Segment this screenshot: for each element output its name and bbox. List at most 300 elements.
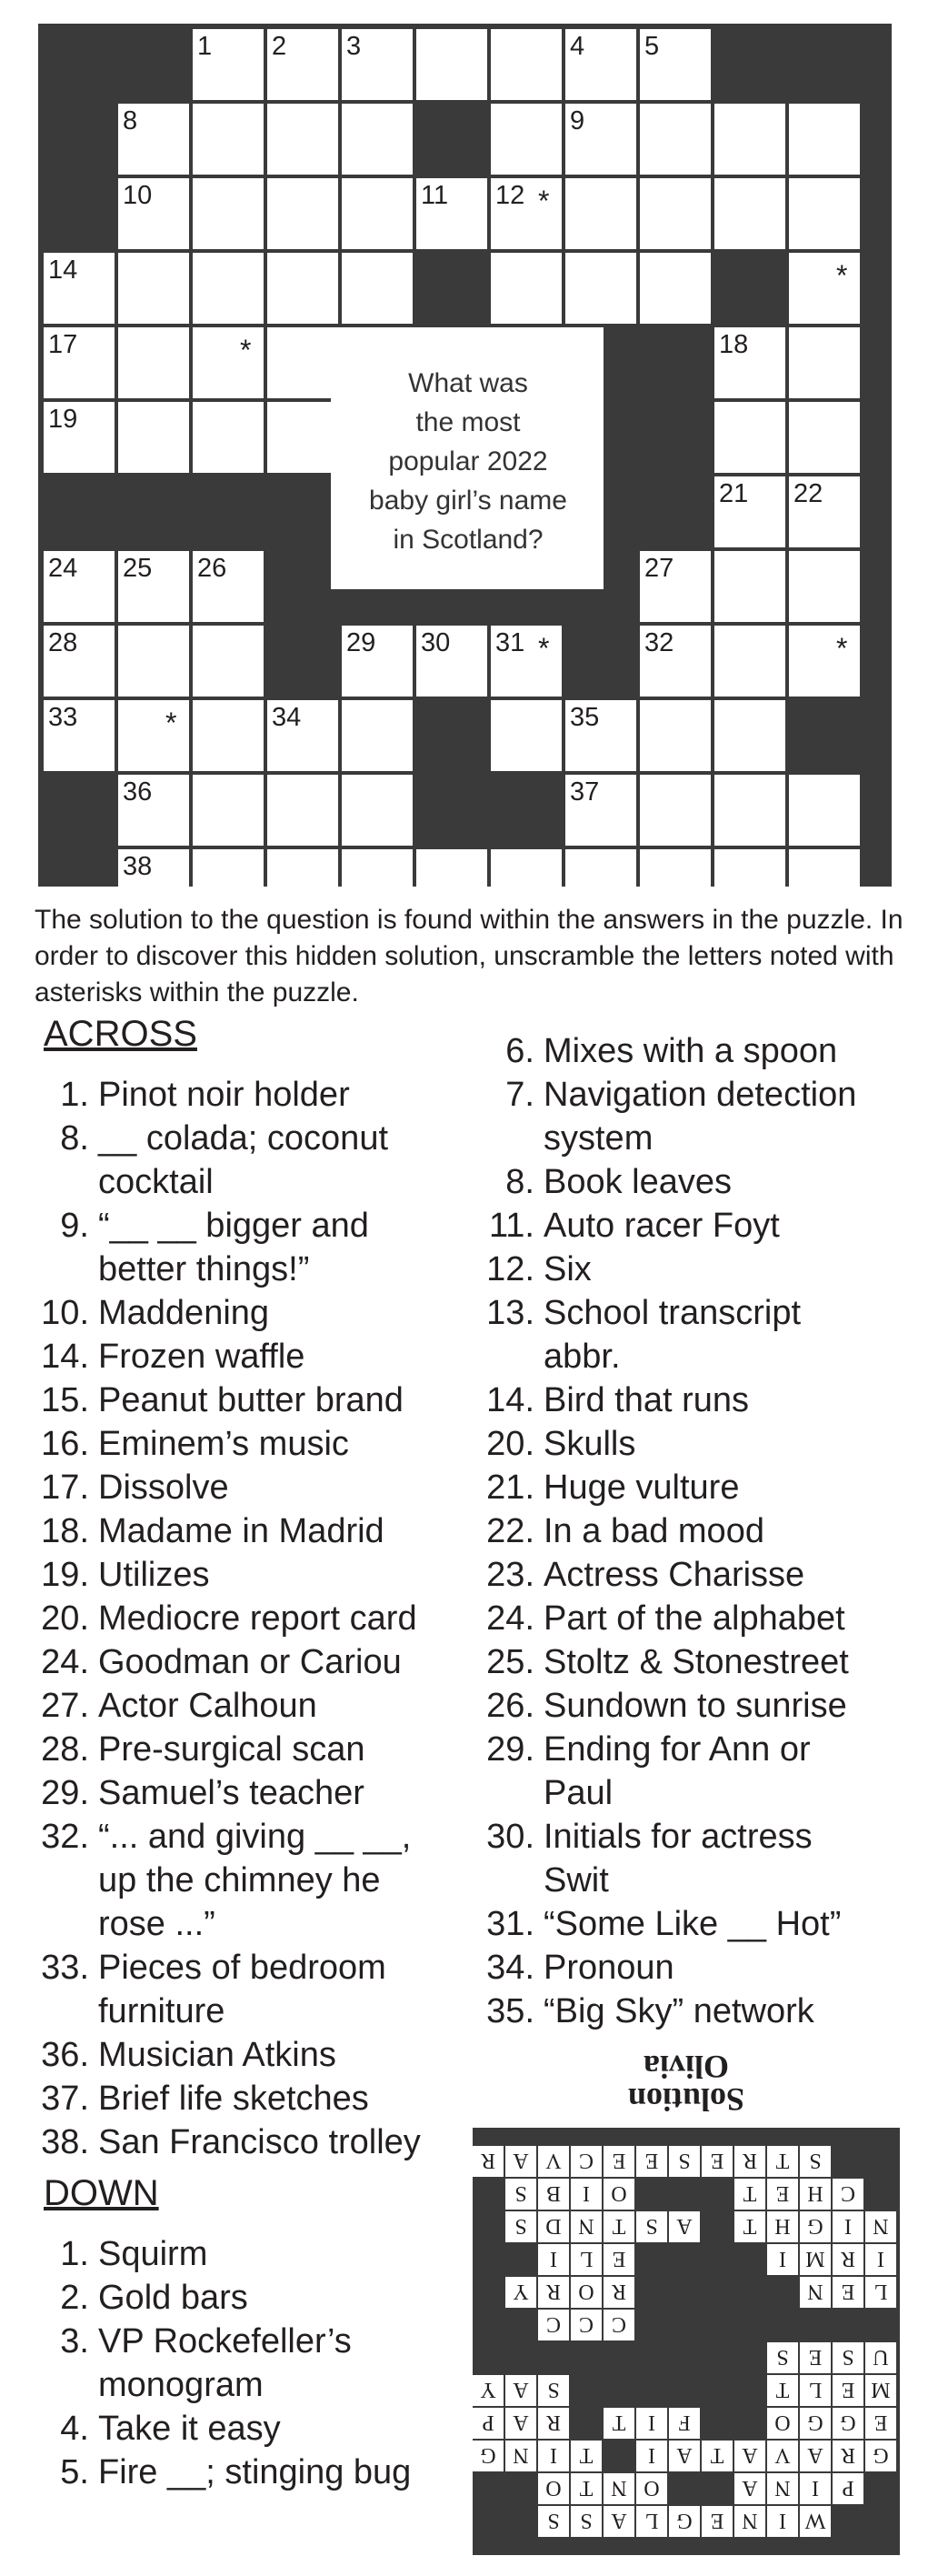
clue-number: 15.	[41, 1381, 89, 1419]
clue-text: Brief life sketches	[98, 2080, 369, 2118]
solution-letter: U	[873, 2345, 889, 2369]
crossword-cell	[118, 700, 189, 771]
crossword-cell	[193, 402, 264, 473]
crossword-cell	[416, 29, 487, 100]
solution-letter: M	[871, 2378, 891, 2401]
clue-item	[480, 1073, 907, 1117]
crossword-cell	[565, 253, 636, 324]
clue-item	[35, 1815, 462, 1859]
asterisk-marker: *	[538, 632, 550, 665]
solution-title: Solution Olivia	[627, 2049, 745, 2118]
crossword-cell	[491, 253, 562, 324]
clue-text: abbr.	[544, 1338, 621, 1376]
cell-number: 28	[48, 628, 78, 657]
clue-item	[480, 1815, 907, 1859]
solution-letter: R	[840, 2247, 856, 2270]
crossword-cell	[267, 402, 338, 473]
clue-number: 24.	[486, 1599, 534, 1638]
crossword-cell	[342, 700, 413, 771]
down-clues-right	[480, 1029, 907, 2033]
solution-letter: S	[547, 2509, 560, 2532]
solution-letter: I	[877, 2247, 884, 2270]
clue-number: 13.	[486, 1294, 534, 1332]
cell-number: 29	[346, 628, 376, 657]
crossword-cell	[118, 402, 189, 473]
crossword-cell	[193, 775, 264, 846]
solution-letter: O	[644, 2476, 660, 2500]
solution-letter: E	[710, 2149, 724, 2172]
clue-item	[35, 2363, 462, 2407]
clue-number: 28.	[41, 1730, 89, 1769]
solution-letter: G	[807, 2411, 823, 2434]
clue-item	[35, 1466, 462, 1509]
clue-text: Maddening	[98, 1294, 270, 1332]
clue-text: Frozen waffle	[98, 1338, 305, 1376]
clue-item	[480, 1117, 907, 1160]
solution-letter: L	[808, 2378, 823, 2401]
clue-item	[35, 1990, 462, 2033]
crossword-cell	[640, 178, 711, 249]
clue-text: Squirm	[98, 2235, 208, 2273]
crossword-cell	[640, 104, 711, 175]
clue-text: Madame in Madrid	[98, 1512, 384, 1550]
solution-letter: Y	[480, 2378, 496, 2401]
clue-number: 24.	[41, 1643, 89, 1681]
solution-letter: S	[842, 2345, 854, 2369]
crossword-cell	[565, 849, 636, 887]
solution-letter: I	[844, 2214, 852, 2238]
clue-number: 14.	[486, 1381, 534, 1419]
crossword-cell	[118, 626, 189, 697]
solution-letter: E	[873, 2411, 888, 2434]
cell-number: 21	[719, 479, 749, 508]
clue-number: 16.	[41, 1425, 89, 1463]
crossword-cell	[640, 253, 711, 324]
crossword-cell	[714, 402, 785, 473]
clue-number: 2.	[60, 2279, 89, 2317]
solution-letter: I	[812, 2476, 819, 2500]
crossword-cell	[193, 104, 264, 175]
clue-number: 29.	[486, 1730, 534, 1769]
cell-number: 14	[48, 256, 78, 285]
cell-number: 33	[48, 703, 78, 732]
clue-number: 21.	[486, 1468, 534, 1507]
crossword-cell	[714, 104, 785, 175]
clue-number: 33.	[41, 1949, 89, 1987]
crossword-cell	[789, 626, 860, 697]
crossword-cell	[714, 626, 785, 697]
clue-item	[480, 1509, 907, 1553]
clue-text: Eminem’s music	[98, 1425, 349, 1463]
solution-letter: S	[776, 2345, 789, 2369]
solution-letter: G	[840, 2411, 856, 2434]
solution-letter: R	[480, 2149, 496, 2172]
crossword-cell	[789, 178, 860, 249]
solution-letter: R	[840, 2443, 856, 2467]
cell-number: 24	[48, 554, 78, 583]
solution-letter: P	[842, 2476, 854, 2500]
solution-letter: C	[578, 2312, 594, 2336]
clue-number: 25.	[486, 1643, 534, 1681]
clue-text: Six	[544, 1250, 592, 1288]
clue-text: Navigation detection	[544, 1076, 857, 1114]
clue-item	[480, 1553, 907, 1597]
clue-text: Samuel’s teacher	[98, 1774, 364, 1812]
cell-number: 9	[570, 106, 585, 135]
solution-letter: G	[873, 2443, 889, 2467]
clue-text: better things!”	[98, 1250, 310, 1288]
cell-number: 11	[421, 181, 449, 210]
solution-letter: C	[578, 2149, 594, 2172]
asterisk-marker: *	[836, 632, 848, 665]
solution-letter: C	[611, 2312, 627, 2336]
crossword-cell	[789, 253, 860, 324]
clue-item	[480, 1640, 907, 1684]
solution-letter: T	[579, 2476, 594, 2500]
clue-text: Part of the alphabet	[544, 1599, 845, 1638]
clue-item	[35, 1509, 462, 1553]
solution-letter: N	[513, 2443, 529, 2467]
solution-letter: I	[583, 2181, 590, 2205]
crossword-cell	[565, 178, 636, 249]
crossword-cell	[789, 551, 860, 622]
clue-number: 32.	[41, 1818, 89, 1856]
asterisk-marker: *	[165, 707, 177, 739]
clue-item	[35, 2232, 462, 2276]
solution-letter: E	[644, 2149, 659, 2172]
solution-letter: T	[775, 2149, 790, 2172]
crossword-cell	[714, 849, 785, 887]
cell-number: 34	[272, 703, 302, 732]
clue-number: 6.	[505, 1032, 534, 1070]
clue-text: Ending for Ann or	[544, 1730, 811, 1769]
solution-letter: E	[808, 2345, 823, 2369]
solution-letter: T	[743, 2181, 757, 2205]
solution-letter: I	[648, 2443, 655, 2467]
clue-item	[35, 1291, 462, 1335]
clue-text: VP Rockefeller’s	[98, 2322, 352, 2360]
solution-letter: A	[676, 2214, 693, 2238]
solution-letter: O	[611, 2181, 627, 2205]
crossword-cell	[267, 253, 338, 324]
cell-number: 12	[495, 181, 525, 210]
solution-letter: E	[612, 2247, 626, 2270]
clue-number: 22.	[486, 1512, 534, 1550]
cell-number: 35	[570, 703, 600, 732]
solution-letter: S	[514, 2214, 527, 2238]
crossword-cell	[640, 849, 711, 887]
clue-item	[480, 1597, 907, 1640]
clue-number: 27.	[41, 1687, 89, 1725]
solution-letter: A	[807, 2443, 823, 2467]
solution-letter: T	[579, 2443, 594, 2467]
clue-text: San Francisco trolley	[98, 2123, 421, 2161]
solution-letter: N	[742, 2509, 758, 2532]
clue-item	[35, 1117, 462, 1160]
crossword-cell	[118, 327, 189, 398]
clue-item	[35, 1728, 462, 1771]
crossword-cell	[491, 849, 562, 887]
clue-text: Sundown to sunrise	[544, 1687, 847, 1725]
clue-item	[35, 1597, 462, 1640]
clue-text: In a bad mood	[544, 1512, 764, 1550]
cell-number: 8	[123, 106, 138, 135]
solution-letter: G	[480, 2443, 496, 2467]
crossword-cell	[491, 104, 562, 175]
clue-text: Peanut butter brand	[98, 1381, 404, 1419]
clue-number: 12.	[486, 1250, 534, 1288]
clue-item	[35, 1946, 462, 1990]
solution-letter: I	[779, 2509, 786, 2532]
down-heading: DOWN	[44, 2173, 159, 2213]
clue-item	[35, 1378, 462, 1422]
crossword-cell	[267, 327, 338, 398]
clue-number: 10.	[41, 1294, 89, 1332]
clue-text: “... and giving __ __,	[98, 1818, 412, 1856]
solution-letter: N	[774, 2476, 791, 2500]
clue-number: 36.	[41, 2036, 89, 2074]
crossword-cell	[789, 775, 860, 846]
clue-text: Pieces of bedroom	[98, 1949, 386, 1987]
clue-text: Actress Charisse	[544, 1556, 805, 1594]
cell-number: 10	[123, 181, 153, 210]
clue-text: Mediocre report card	[98, 1599, 417, 1638]
solution-letter: A	[676, 2443, 693, 2467]
clue-item	[480, 1335, 907, 1378]
clue-item	[35, 1422, 462, 1466]
cell-number: 1	[197, 32, 213, 61]
clue-number: 35.	[486, 1992, 534, 2030]
solution-letter: A	[513, 2149, 529, 2172]
solution-letter: H	[774, 2214, 791, 2238]
crossword-cell	[118, 253, 189, 324]
solution-letter: C	[545, 2312, 562, 2336]
crossword-cell	[193, 253, 264, 324]
solution-letter: W	[804, 2509, 826, 2532]
solution-letter: A	[611, 2509, 627, 2532]
clue-number: 26.	[486, 1687, 534, 1725]
solution-letter: R	[611, 2280, 627, 2303]
clue-text: Auto racer Foyt	[544, 1207, 780, 1245]
solution-letter: L	[644, 2509, 659, 2532]
crossword-cell	[342, 775, 413, 846]
crossword-cell	[789, 104, 860, 175]
cell-number: 37	[570, 777, 600, 807]
solution-letter: N	[611, 2476, 627, 2500]
clue-text: Book leaves	[544, 1163, 733, 1201]
crossword-cell	[416, 849, 487, 887]
instructions-text: The solution to the question is found within the answers in the puzzle. In order to discover this hidden solution, unscramble the letters noted with asterisks within the puzzle.	[35, 905, 903, 1007]
solution-letter: G	[676, 2509, 693, 2532]
cell-number: 18	[719, 330, 749, 359]
clue-item	[480, 1248, 907, 1291]
solution-letter: P	[482, 2411, 494, 2434]
crossword-cell	[193, 849, 264, 887]
crossword-cell	[267, 849, 338, 887]
crossword-cell	[267, 178, 338, 249]
clue-number: 30.	[486, 1818, 534, 1856]
solution-letter: A	[513, 2411, 529, 2434]
solution-letter: T	[612, 2214, 626, 2238]
clue-text: “__ __ bigger and	[98, 1207, 369, 1245]
clue-item	[35, 1859, 462, 1902]
solution-letter: S	[645, 2214, 658, 2238]
clue-item	[35, 1553, 462, 1597]
solution-letter: S	[678, 2149, 691, 2172]
asterisk-marker: *	[240, 334, 252, 366]
cell-number: 17	[48, 330, 78, 359]
crossword-cell	[714, 775, 785, 846]
solution-letter: V	[545, 2149, 562, 2172]
solution-grid	[473, 2128, 900, 2555]
clue-text: cocktail	[98, 1163, 214, 1201]
solution-letter: F	[678, 2411, 691, 2434]
solution-letter: N	[807, 2280, 823, 2303]
solution-letter: R	[545, 2411, 562, 2434]
clue-number: 8.	[505, 1163, 534, 1201]
solution-letter: R	[545, 2280, 562, 2303]
clue-text: Swit	[544, 1861, 609, 1899]
solution-letter: O	[545, 2476, 562, 2500]
clue-text: School transcript	[544, 1294, 802, 1332]
clue-number: 38.	[41, 2123, 89, 2161]
clue-text: Musician Atkins	[98, 2036, 336, 2074]
clue-text: monogram	[98, 2366, 264, 2404]
solution-letter: D	[545, 2214, 562, 2238]
clue-text: Take it easy	[98, 2410, 281, 2448]
clue-number: 5.	[60, 2453, 89, 2491]
clue-number: 1.	[60, 2235, 89, 2273]
across-heading: ACROSS	[44, 1014, 197, 1054]
clue-item	[480, 1466, 907, 1509]
clue-item	[35, 2077, 462, 2120]
clue-text: Bird that runs	[544, 1381, 749, 1419]
solution-letter: T	[612, 2411, 626, 2434]
clue-item	[480, 1771, 907, 1815]
clue-number: 29.	[41, 1774, 89, 1812]
clue-item	[35, 1204, 462, 1248]
clue-item	[480, 1946, 907, 1990]
cell-number: 25	[123, 554, 153, 583]
solution-letter: O	[774, 2411, 791, 2434]
solution-letter: Y	[513, 2280, 529, 2303]
clue-number: 23.	[486, 1556, 534, 1594]
clue-item	[480, 1029, 907, 1073]
cell-number: 5	[644, 32, 660, 61]
clue-text: Goodman or Cariou	[98, 1643, 402, 1681]
clue-text: Stoltz & Stonestreet	[544, 1643, 849, 1681]
clue-text: Pinot noir holder	[98, 1076, 350, 1114]
clue-item	[480, 1728, 907, 1771]
clue-item	[35, 2120, 462, 2164]
cell-number: 2	[272, 32, 287, 61]
crossword-cell	[342, 849, 413, 887]
solution-letter: E	[841, 2280, 855, 2303]
crossword-cell	[342, 253, 413, 324]
clue-item	[35, 1248, 462, 1291]
solution-letter: E	[612, 2149, 626, 2172]
clue-item	[480, 1684, 907, 1728]
clue-number: 9.	[60, 1207, 89, 1245]
cell-number: 38	[123, 852, 153, 881]
crossword-cell	[193, 626, 264, 697]
solution-letter: S	[514, 2181, 527, 2205]
solution-letter: B	[545, 2181, 562, 2205]
solution-letter: I	[550, 2443, 557, 2467]
solution-letter: R	[742, 2149, 758, 2172]
crossword-cell	[789, 402, 860, 473]
clue-item	[35, 1160, 462, 1204]
clue-item	[35, 2407, 462, 2451]
across-clues	[35, 1073, 462, 2164]
crossword-cell	[342, 104, 413, 175]
clue-text: Utilizes	[98, 1556, 210, 1594]
solution-letter: E	[841, 2378, 855, 2401]
solution-letter: I	[779, 2247, 786, 2270]
clue-number: 4.	[60, 2410, 89, 2448]
clue-item	[480, 1204, 907, 1248]
crossword-cell	[267, 104, 338, 175]
clue-text: Initials for actress	[544, 1818, 813, 1856]
crossword-cell	[789, 849, 860, 887]
clue-item	[35, 2320, 462, 2363]
clue-item	[480, 1990, 907, 2033]
clue-text: Huge vulture	[544, 1468, 740, 1507]
crossword-question: What was the most popular 2022 baby girl’s name in Scotland?	[369, 367, 567, 555]
crossword-cell	[714, 700, 785, 771]
down-clues-left	[35, 2232, 462, 2494]
crossword-cell	[193, 700, 264, 771]
crossword-cell	[640, 700, 711, 771]
clue-number: 37.	[41, 2080, 89, 2118]
clue-text: Skulls	[544, 1425, 636, 1463]
cell-number: 19	[48, 405, 78, 434]
cell-number: 22	[793, 479, 823, 508]
solution-letter: A	[513, 2378, 529, 2401]
clue-text: Actor Calhoun	[98, 1687, 317, 1725]
crossword-cell	[640, 775, 711, 846]
asterisk-marker: *	[538, 185, 550, 217]
solution-letter: L	[579, 2247, 594, 2270]
clue-number: 20.	[486, 1425, 534, 1463]
clue-number: 7.	[505, 1076, 534, 1114]
crossword-cell	[789, 327, 860, 398]
solution-letter: H	[807, 2181, 823, 2205]
solution-letter: G	[807, 2214, 823, 2238]
clue-text: __ colada; coconut	[98, 1119, 389, 1158]
clue-text: furniture	[98, 1992, 225, 2030]
clue-text: up the chimney he	[98, 1861, 381, 1899]
clue-number: 18.	[41, 1512, 89, 1550]
solution-letter: I	[648, 2411, 655, 2434]
clue-item	[480, 1378, 907, 1422]
clue-item	[35, 2033, 462, 2077]
clue-number: 8.	[60, 1119, 89, 1158]
solution-letter: N	[578, 2214, 594, 2238]
clue-text: “Some Like __ Hot”	[544, 1905, 842, 1943]
crossword-cell	[714, 178, 785, 249]
clue-text: Mixes with a spoon	[544, 1032, 838, 1070]
clue-item	[480, 1859, 907, 1902]
clue-text: Fire __; stinging bug	[98, 2453, 412, 2491]
solution-letter: V	[774, 2443, 791, 2467]
clue-text: “Big Sky” network	[544, 1992, 814, 2030]
solution-letter: O	[578, 2280, 594, 2303]
clue-number: 31.	[486, 1905, 534, 1943]
clue-number: 20.	[41, 1599, 89, 1638]
clue-item	[480, 1902, 907, 1946]
crossword-cell	[193, 327, 264, 398]
